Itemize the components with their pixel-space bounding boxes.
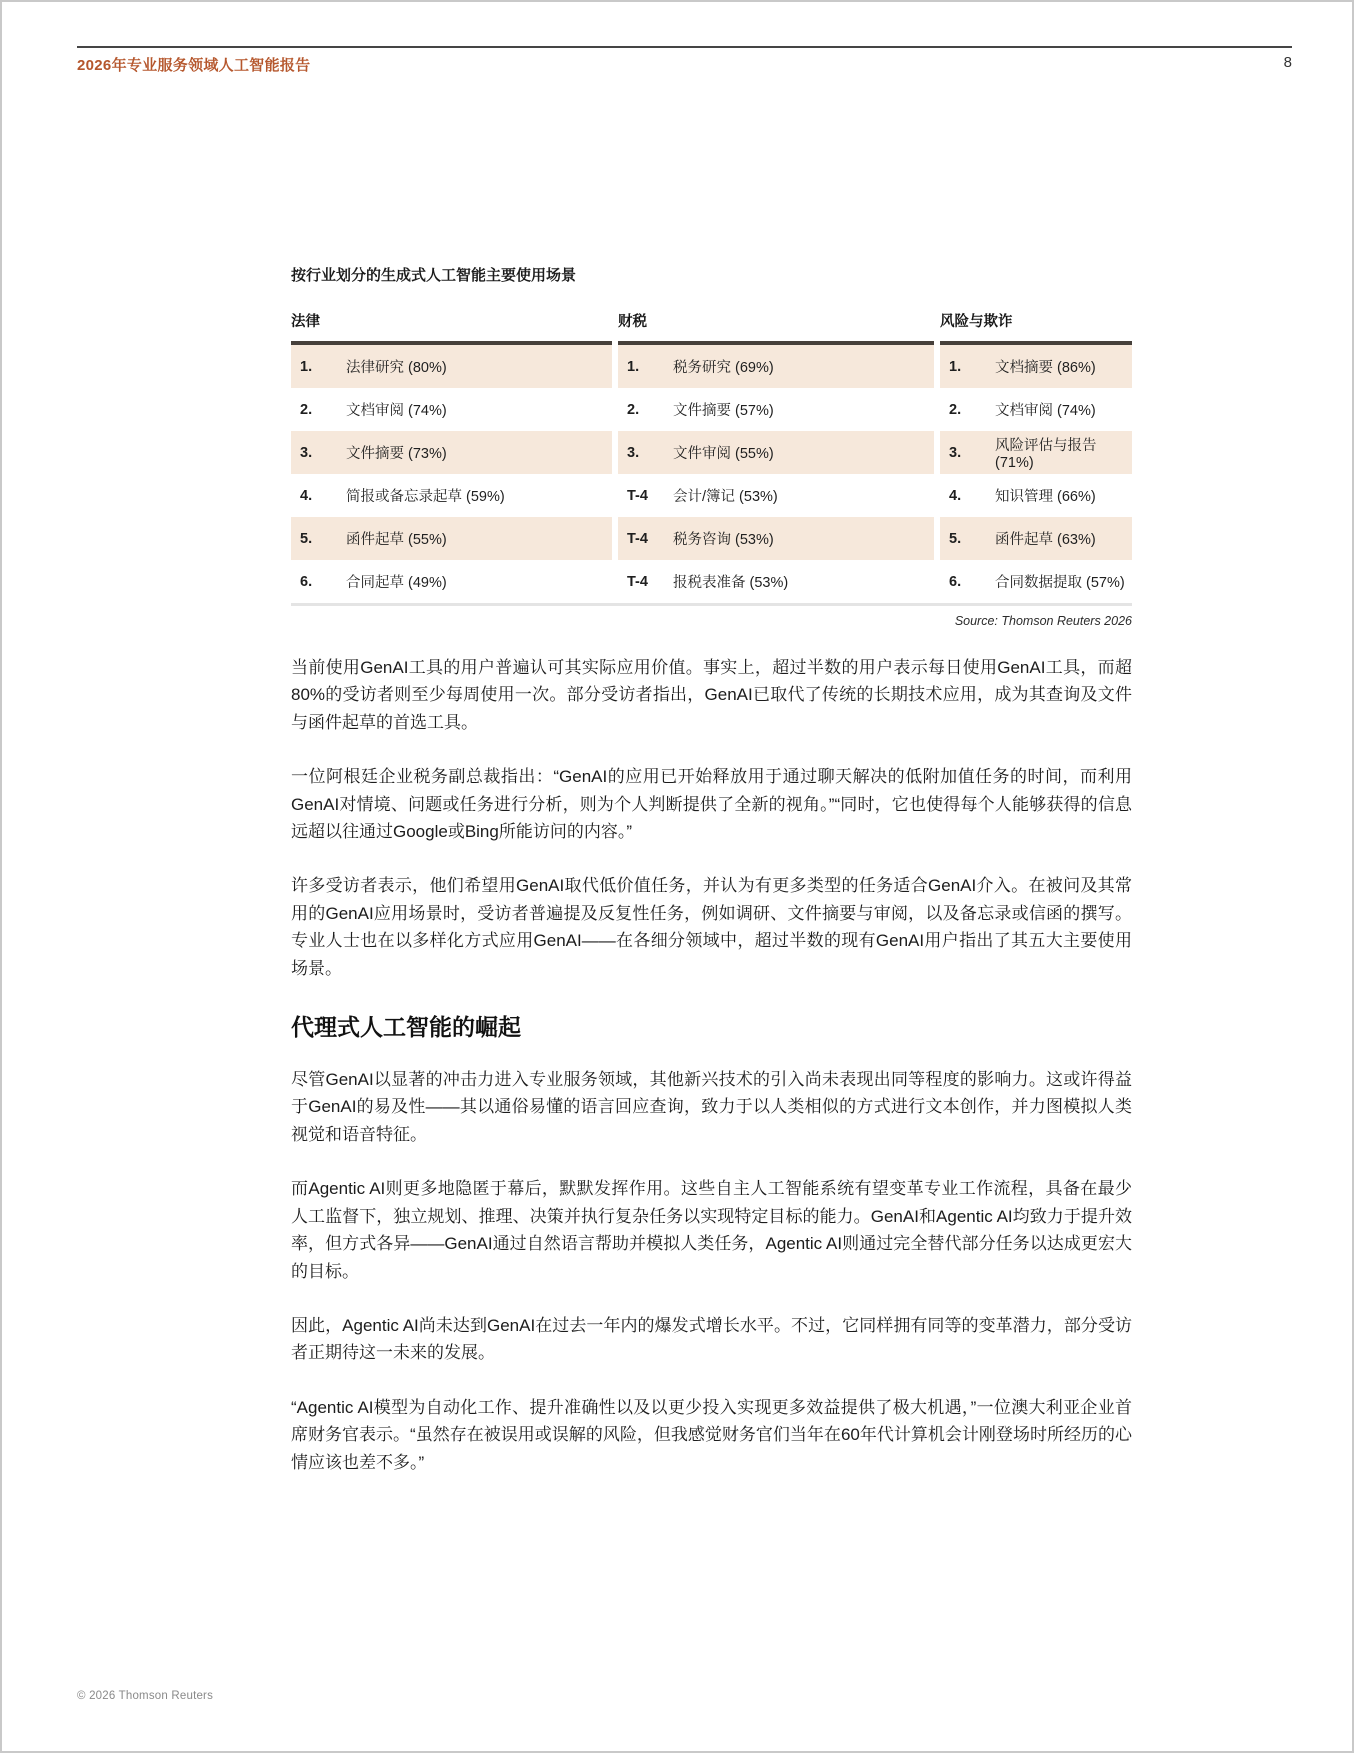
body-copy [291, 654, 1132, 1503]
paragraph: 当前使用GenAI工具的用户普遍认可其实际应用价值。事实上，超过半数的用户表示每日使用GenAI工具，而超80%的受访者则至少每周使用一次。部分受访者指出，GenAI已取代了传统的长期技术应用，成为其查询及文件与函件起草的首选工具。 [291, 658, 1132, 732]
row-rank: T-4 [627, 573, 648, 590]
source-attribution: Source: Thomson Reuters 2026 [954, 614, 1132, 628]
row-rank: 3. [949, 444, 962, 461]
copyright-notice: © 2026 Thomson Reuters [77, 1690, 214, 1702]
table-row [940, 517, 1132, 560]
table-columns [291, 310, 1132, 603]
row-label: 函件起草 (63%) [995, 532, 1096, 548]
column-risk-fraud [940, 310, 1132, 603]
row-rank: 3. [300, 444, 313, 461]
row-label: 知识管理 (66%) [995, 489, 1096, 505]
row-rank: 6. [300, 573, 313, 590]
table-row [940, 474, 1132, 517]
row-rank: 2. [627, 401, 640, 418]
table-row [291, 560, 612, 603]
table-row [291, 474, 612, 517]
page-number: 8 [1283, 54, 1292, 71]
table-row [291, 517, 612, 560]
table-row [618, 560, 934, 603]
paragraph: “Agentic AI模型为自动化工作、提升准确性以及以更少投入实现更多效益提供了极大机遇，”一位澳大利亚企业首席财务官表示。“虽然存在被误用或误解的风险，但我感觉财务官们当年在60年代计算机会计刚登场时所经历的心情应该也差不多。” [291, 1397, 1132, 1472]
row-rank: 1. [627, 358, 640, 375]
row-rank: 1. [949, 358, 962, 375]
table-row [291, 345, 612, 388]
paragraph: 许多受访者表示，他们希望用GenAI取代低价值任务，并认为有更多类型的任务适合GenAI介入。在被问及其常用的GenAI应用场景时，受访者普遍提及反复性任务，例如调研、文件摘要与审阅，以及备忘录或信函的撰写。专业人士也在以多样化方式应用GenAI——在各细分领域中，超过半数的现有GenAI用户指出了其五大主要使用场景。 [291, 876, 1132, 978]
table-row [940, 388, 1132, 431]
table-title: 按行业划分的生成式人工智能主要使用场景 [291, 267, 577, 284]
use-case-table [291, 264, 1132, 628]
section-heading: 代理式人工智能的崛起 [291, 1014, 521, 1041]
row-label: 合同数据提取 (57%) [995, 575, 1125, 591]
row-rank: T-4 [627, 487, 648, 504]
table-row [618, 517, 934, 560]
table-row [618, 388, 934, 431]
row-rank: 1. [300, 358, 313, 375]
row-label: 会计/簿记 (53%) [673, 489, 778, 505]
row-label: 报税表准备 (53%) [673, 575, 789, 591]
row-label: 法律研究 (80%) [346, 360, 447, 376]
paragraph: 一位阿根廷企业税务副总裁指出：“GenAI的应用已开始释放用于通过聊天解决的低附加值任务的时间，而利用GenAI对情境、问题或任务进行分析，则为个人判断提供了全新的视角。”“同时，它也使得每个人能够获得的信息远超以往通过Google或Bing所能访问的内容。” [291, 767, 1132, 842]
row-label: 文件摘要 (57%) [673, 403, 774, 419]
table-row [291, 388, 612, 431]
table-row [291, 431, 612, 474]
row-rank: 5. [300, 530, 313, 547]
row-rank: 4. [300, 487, 313, 504]
column-header: 财税 [618, 314, 647, 330]
row-label: 税务咨询 (53%) [673, 532, 774, 548]
row-rank: 6. [949, 573, 962, 590]
paragraph: 因此，Agentic AI尚未达到GenAI在过去一年内的爆发式增长水平。不过，它同样拥有同等的变革潜力，部分受访者正期待这一未来的发展。 [291, 1315, 1132, 1363]
row-label: 合同起草 (49%) [346, 575, 447, 591]
table-row [940, 431, 1132, 474]
row-label: 函件起草 (55%) [346, 532, 447, 548]
row-label: 风险评估与报告 (71%) [995, 438, 1097, 471]
row-rank: 5. [949, 530, 962, 547]
row-rank: 3. [627, 444, 640, 461]
row-label: 文档摘要 (86%) [995, 360, 1096, 376]
row-label: 文档审阅 (74%) [995, 403, 1096, 419]
paragraph: 尽管GenAI以显著的冲击力进入专业服务领域，其他新兴技术的引入尚未表现出同等程度的影响力。这或许得益于GenAI的易及性——其以通俗易懂的语言回应查询，致力于以人类相似的方式进行文本创作，并力图模拟人类视觉和语音特征。 [291, 1070, 1132, 1144]
column-header: 风险与欺诈 [940, 314, 1013, 330]
row-label: 文档审阅 (74%) [346, 403, 447, 419]
header-top-rule [77, 46, 1292, 48]
row-rank: 4. [949, 487, 962, 504]
page-header [77, 54, 1292, 75]
column-tax [618, 310, 934, 603]
table-row [618, 431, 934, 474]
row-label: 文件摘要 (73%) [346, 446, 447, 462]
row-rank: 2. [300, 401, 313, 418]
paragraph: 而Agentic AI则更多地隐匿于幕后，默默发挥作用。这些自主人工智能系统有望变革专业工作流程，具备在最少人工监督下，独立规划、推理、决策并执行复杂任务以实现特定目标的能力。GenAI和Agentic AI均致力于提升效率，但方式各异——GenAI通过自然语言帮助并模拟人类任务，Agentic AI则通过完全替代部分任务以达成更宏大的目标。 [291, 1179, 1132, 1281]
table-row [618, 345, 934, 388]
row-rank: 2. [949, 401, 962, 418]
report-title: 2026年专业服务领域人工智能报告 [77, 57, 311, 74]
table-row [940, 560, 1132, 603]
table-row [618, 474, 934, 517]
row-label: 文件审阅 (55%) [673, 446, 774, 462]
table-bottom-rule [291, 603, 1132, 606]
column-legal [291, 310, 612, 603]
row-label: 税务研究 (69%) [673, 360, 774, 376]
column-header: 法律 [291, 314, 320, 330]
table-row [940, 345, 1132, 388]
row-label: 简报或备忘录起草 (59%) [346, 489, 505, 505]
row-rank: T-4 [627, 530, 648, 547]
